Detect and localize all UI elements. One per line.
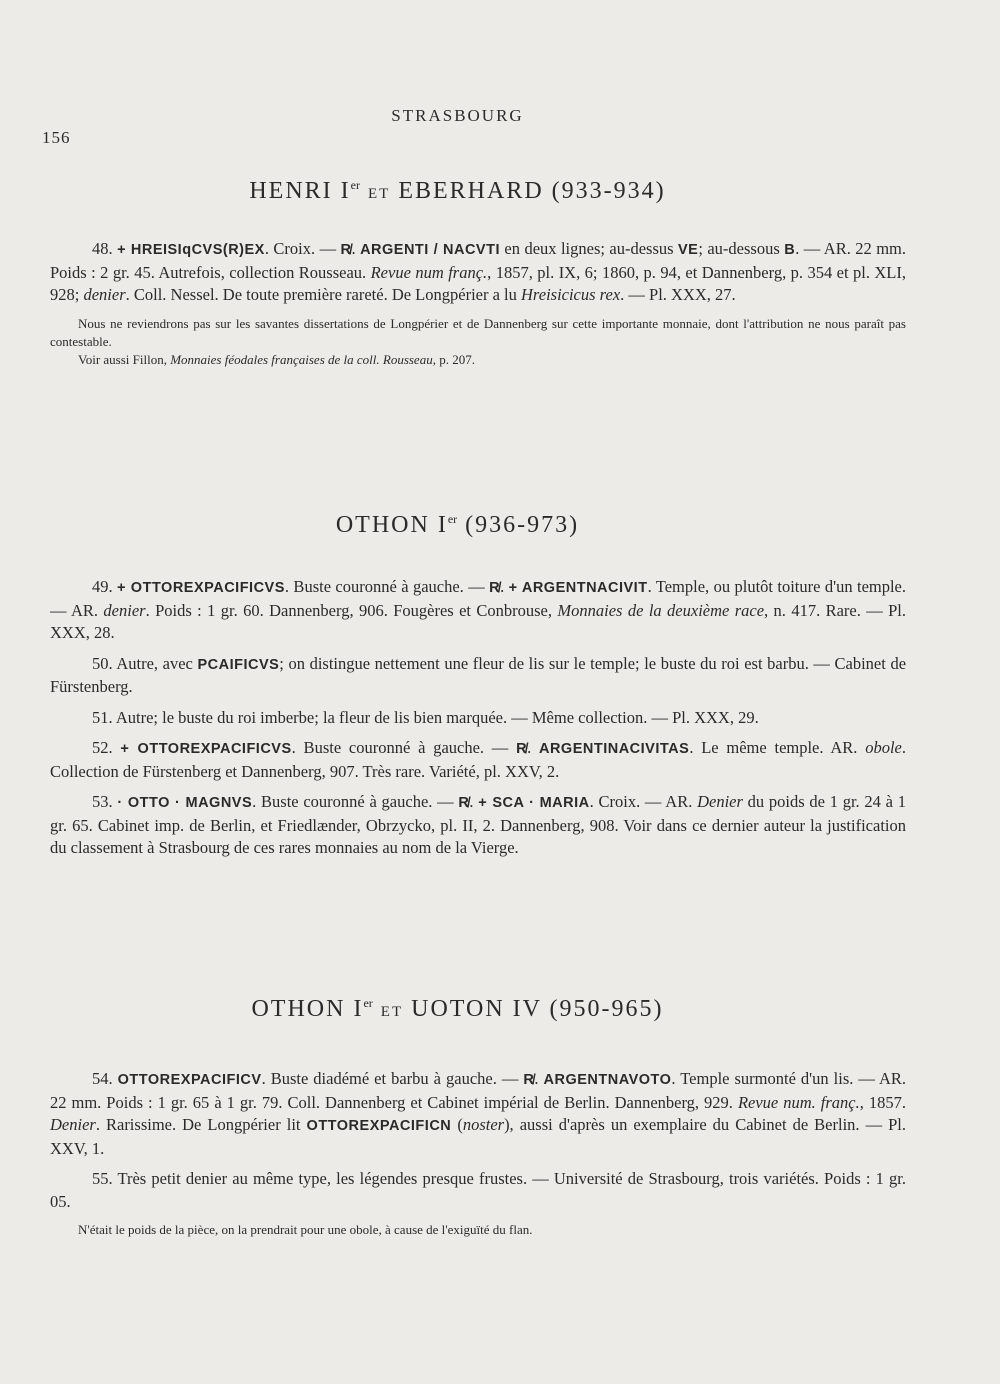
italic-text: Revue num. franç. [737, 1092, 860, 1112]
page-number: 156 [42, 128, 71, 147]
entry-text: . Poids : 1 gr. 60. Dannenberg, 906. Fougères et Conbrouse, [145, 600, 558, 620]
footnote-block [50, 315, 906, 369]
italic-text: Denier [697, 792, 743, 811]
legend-text: ARGENTNAVOTO [543, 1072, 672, 1088]
legend-text: ARGENTI / NACVTI [360, 242, 500, 258]
section-body [50, 576, 906, 868]
catalogue-entry [50, 707, 906, 730]
italic-text: noster [462, 1115, 505, 1134]
footnote-block [50, 1221, 906, 1239]
legend-text: ARGENTINACIVITAS [538, 741, 690, 757]
entry-text: du poids de 1 gr. 24 à 1 gr. 65. Cabinet imp. de Berlin, et Friedlænder, Obrzycko, pl. II, 2. Dannenberg, 908. Voir dans ce dernier auteur la justification du classement à Strasbourg de ces rares monnaies au nom de la Vierge. [50, 792, 906, 857]
entry-text: ; au-dessous [698, 239, 785, 258]
catalogue-entry [50, 576, 906, 645]
entry-text: , 1857. [859, 1092, 907, 1112]
entry-text: . Buste couronné à gauche. — [291, 738, 517, 757]
footnote [50, 315, 906, 351]
entry-text: . Temple surmonté d'un lis. — AR. 22 mm. Poids : 1 gr. 65 à 1 gr. 79. Coll. Dannenberg et Cabinet impérial de Berlin. Dannenberg, 929. [50, 1069, 907, 1112]
entry-number: 55. [92, 1169, 118, 1188]
legend-text: R̸ [458, 795, 470, 811]
entry-text: . [534, 1069, 544, 1088]
italic-text: Revue num franç. [370, 262, 488, 282]
entry-text: . [527, 738, 539, 757]
legend-text: + OTTOREXPACIFICVS [120, 741, 292, 757]
legend-text: OTTOREXPACIFICV [117, 1072, 262, 1088]
italic-text: denier [103, 600, 146, 620]
entry-number: 51. [92, 707, 116, 727]
entry-number: 53. [92, 792, 118, 811]
entry-text: . Buste diadémé et barbu à gauche. — [261, 1069, 524, 1088]
legend-text: + OTTOREXPACIFICVS [117, 580, 285, 596]
catalogue-entry [50, 653, 906, 699]
italic-text: Monnaies de la deuxième race [557, 600, 765, 620]
entry-text: . Temple, ou plutôt toiture d'un temple. — AR. [50, 577, 907, 620]
entry-text: . Rarissime. De Longpérier lit [95, 1115, 307, 1134]
legend-text: + HREISIqCVS(R)EX [117, 242, 265, 258]
italic-text: Monnaies féodales françaises de la coll. Rousseau [170, 351, 433, 367]
legend-text: + SCA · MARIA [478, 795, 590, 811]
italic-text: obole [865, 738, 902, 757]
entry-text: ), aussi d'après un exemplaire du Cabinet de Berlin. — Pl. XXV, 1. [50, 1115, 906, 1158]
legend-text: R̸ [523, 1072, 535, 1088]
entry-number: 48. [92, 239, 118, 258]
section-title-othon-uoton: OTHON Ier ET UOTON IV (950-965) [251, 996, 664, 1022]
running-title: STRASBOURG [391, 106, 524, 125]
entry-text: en deux lignes; au-dessus [500, 239, 678, 258]
catalogue-entry [50, 1168, 906, 1213]
legend-text: R̸ [340, 242, 352, 258]
entry-number: 49. [92, 577, 118, 596]
section-title-henri: HENRI Ier ET EBERHARD (933-934) [249, 178, 666, 204]
entry-text: Voir aussi Fillon, [78, 351, 171, 367]
entry-text: . [500, 577, 509, 596]
legend-text: VE [677, 242, 699, 258]
legend-text: R̸ [489, 580, 501, 596]
legend-text: + ARGENTNACIVIT [508, 580, 648, 596]
entry-text: , n. 417. Rare. — Pl. XXX, 28. [50, 600, 907, 642]
entry-text: . Coll. Nessel. De toute première rareté. De Longpérier a lu [125, 285, 522, 304]
entry-text: . — AR. 22 mm. Poids : 2 gr. 45. Autrefois, collection Rousseau. [50, 239, 906, 282]
entry-text: Nous ne reviendrons pas sur les savantes dissertations de Longpérier et de Dannenberg sur cette importante monnaie, dont l'attribution ne nous paraît pas contestable. [50, 315, 906, 349]
entry-text: . [351, 239, 361, 258]
legend-text: OTTOREXPACIFICN [306, 1118, 452, 1134]
entry-text: . Buste couronné à gauche. — [284, 577, 490, 596]
entry-number: 52. [92, 738, 121, 757]
entry-number: 50. [92, 653, 117, 673]
entry-text: . — Pl. XXX, 27. [620, 285, 736, 304]
section-title-othon: OTHON Ier (936-973) [335, 512, 580, 538]
entry-text: . Croix. — AR. [589, 792, 698, 811]
italic-text: Denier [50, 1115, 96, 1134]
footnote [50, 1221, 906, 1239]
entry-text: . Buste couronné à gauche. — [252, 792, 459, 811]
entry-text: Autre; le buste du roi imberbe; la fleur de lis bien marquée. — Même collection. — Pl. XXX, 29. [115, 707, 759, 727]
entry-text: N'était le poids de la pièce, on la prendrait pour une obole, à cause de l'exiguïté du flan. [78, 1222, 533, 1237]
legend-text: · OTTO · MAGNVS [117, 795, 253, 811]
entry-text: . Croix. — [264, 239, 341, 258]
entry-text: Très petit denier au même type, les légendes presque frustes. — Université de Strasbourg, trois variétés. Poids : 1 gr. 05. [50, 1169, 906, 1211]
entry-text: ; on distingue nettement une fleur de lis sur le temple; le buste du roi est barbu. — Cabinet de Fürstenberg. [50, 653, 907, 696]
entry-text: . Le même temple. AR. [689, 738, 866, 757]
catalogue-entry [50, 238, 906, 307]
catalogue-entry [50, 1068, 906, 1160]
entry-text: , 1857, pl. IX, 6; 1860, p. 94, et Dannenberg, p. 354 et pl. XLI, 928; [50, 262, 907, 304]
entry-text: , p. 207. [432, 351, 475, 367]
legend-text: R̸ [516, 741, 528, 757]
entry-text: . [469, 792, 479, 811]
entry-text: ( [451, 1115, 463, 1134]
legend-text: B [784, 242, 796, 258]
italic-text: Hreisicicus rex [521, 285, 621, 304]
italic-text: denier [83, 285, 126, 304]
legend-text: PCAIFICVS [197, 656, 280, 673]
catalogue-entry [50, 737, 906, 783]
catalogue-entry [50, 791, 906, 860]
section-body [50, 1068, 906, 1239]
entry-number: 54. [92, 1069, 118, 1088]
footnote [50, 351, 906, 369]
entry-text: . Collection de Fürstenberg et Dannenberg, 907. Très rare. Variété, pl. XXV, 2. [50, 738, 906, 781]
section-body [50, 238, 906, 369]
entry-text: Autre, avec [116, 653, 198, 673]
